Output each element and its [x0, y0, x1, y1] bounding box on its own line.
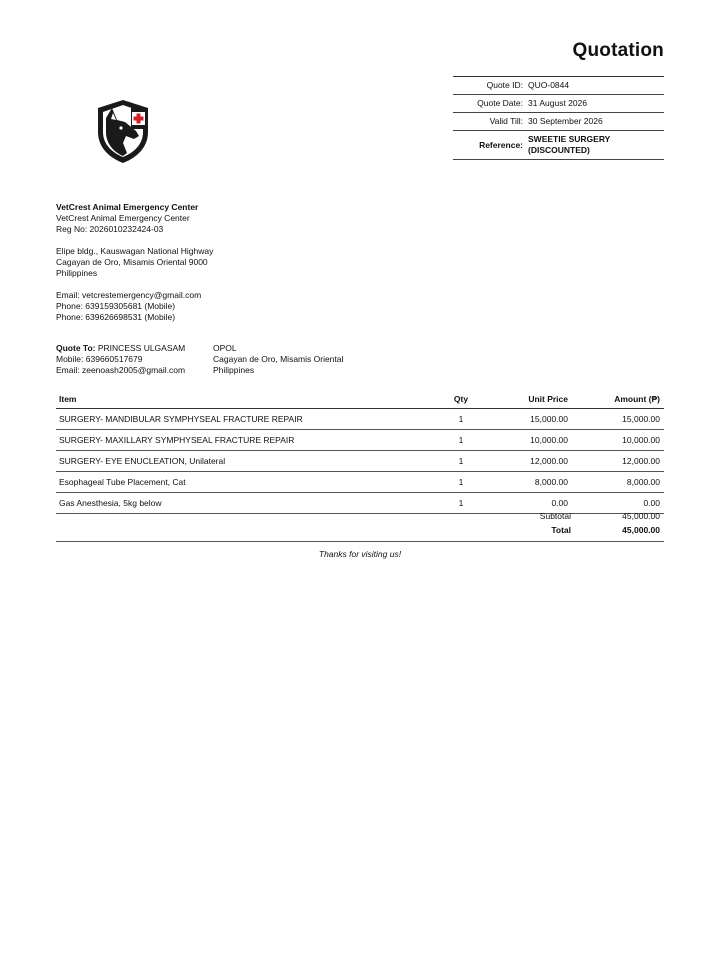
- reference-row: [453, 131, 664, 160]
- valid-till-row: [453, 113, 664, 131]
- reference-value: [528, 134, 664, 156]
- company-info: [56, 202, 356, 323]
- total-row: [56, 523, 664, 537]
- unit-price-column-header: Unit Price: [485, 391, 572, 409]
- amount-cell: 15,000.00: [572, 409, 664, 430]
- unit-price-cell: 10,000.00: [485, 430, 572, 451]
- quote-date-value: 31 August 2026: [528, 98, 588, 108]
- company-country: Philippines: [56, 268, 98, 278]
- reference-label: Reference:: [479, 139, 523, 150]
- quote-to-address-line-2: Cagayan de Oro, Misamis Oriental: [213, 354, 344, 364]
- quote-id-label: Quote ID:: [486, 80, 523, 90]
- quote-to-address-line-3: Philippines: [213, 365, 255, 375]
- quote-to-address-line-1: OPOL: [213, 343, 237, 353]
- company-name: VetCrest Animal Emergency Center: [56, 202, 199, 212]
- qty-cell: 1: [438, 409, 485, 430]
- item-cell: SURGERY- MANDIBULAR SYMPHYSEAL FRACTURE REPAIR: [56, 409, 438, 430]
- quote-to-label: Quote To:: [56, 343, 96, 353]
- quote-id-value: QUO-0844: [528, 80, 570, 90]
- item-cell: SURGERY- MAXILLARY SYMPHYSEAL FRACTURE REPAIR: [56, 430, 438, 451]
- item-cell: Gas Anesthesia, 5kg below: [56, 493, 438, 514]
- quote-to-name-line: [56, 343, 185, 354]
- totals-divider: [56, 541, 664, 542]
- company-phone-2: Phone: 639626698531 (Mobile): [56, 312, 176, 322]
- amount-cell: 0.00: [572, 493, 664, 514]
- qty-cell: 1: [438, 451, 485, 472]
- unit-price-cell: 12,000.00: [485, 451, 572, 472]
- quote-to-mobile: Mobile: 639660517679: [56, 354, 143, 364]
- quote-id-row: [453, 77, 664, 95]
- quote-meta-table: [453, 76, 664, 160]
- qty-cell: 1: [438, 472, 485, 493]
- qty-cell: 1: [438, 430, 485, 451]
- quote-to-email: Email: zeenoash2005@gmail.com: [56, 365, 186, 375]
- company-legal-name: VetCrest Animal Emergency Center: [56, 213, 190, 223]
- document-title: Quotation: [572, 40, 664, 61]
- company-phone-1: Phone: 639159305681 (Mobile): [56, 301, 176, 311]
- quote-date-row: [453, 95, 664, 113]
- qty-column-header: Qty: [438, 391, 485, 409]
- total-value: 45,000.00: [622, 525, 660, 535]
- subtotal-value: 45,000.00: [622, 511, 660, 521]
- thanks-message: Thanks for visiting us!: [318, 549, 402, 559]
- amount-column-header: Amount (₱): [572, 391, 664, 409]
- reference-line-2: (DISCOUNTED): [528, 145, 590, 155]
- unit-price-cell: 8,000.00: [485, 472, 572, 493]
- valid-till-value: 30 September 2026: [528, 116, 603, 126]
- table-row: [56, 451, 664, 472]
- item-cell: SURGERY- EYE ENUCLEATION, Unilateral: [56, 451, 438, 472]
- unit-price-cell: 0.00: [485, 493, 572, 514]
- company-address-line-1: Elipe bldg., Kauswagan National Highway: [56, 246, 214, 256]
- amount-cell: 10,000.00: [572, 430, 664, 451]
- table-row: [56, 430, 664, 451]
- quote-date-label: Quote Date:: [477, 98, 523, 108]
- reference-line-1: SWEETIE SURGERY: [528, 134, 611, 144]
- company-email: Email: vetcrestemergency@gmail.com: [56, 290, 202, 300]
- company-logo: [92, 98, 154, 164]
- company-reg-no: Reg No: 2026010232424-03: [56, 224, 164, 234]
- items-table: [56, 391, 664, 514]
- items-header-row: [56, 391, 664, 409]
- subtotal-label: Subtotal: [539, 511, 571, 521]
- amount-cell: 8,000.00: [572, 472, 664, 493]
- item-column-header: Item: [56, 391, 438, 409]
- qty-cell: 1: [438, 493, 485, 514]
- table-row: [56, 472, 664, 493]
- totals-section: [56, 509, 664, 537]
- quote-to-name: PRINCESS ULGASAM: [97, 343, 186, 353]
- table-row: [56, 409, 664, 430]
- item-cell: Esophageal Tube Placement, Cat: [56, 472, 438, 493]
- valid-till-label: Valid Till:: [489, 116, 523, 126]
- subtotal-row: [56, 509, 664, 523]
- dog-shield-medical-cross-icon: [92, 98, 154, 164]
- total-label: Total: [551, 525, 571, 535]
- amount-cell: 12,000.00: [572, 451, 664, 472]
- unit-price-cell: 15,000.00: [485, 409, 572, 430]
- company-address-line-2: Cagayan de Oro, Misamis Oriental 9000: [56, 257, 208, 267]
